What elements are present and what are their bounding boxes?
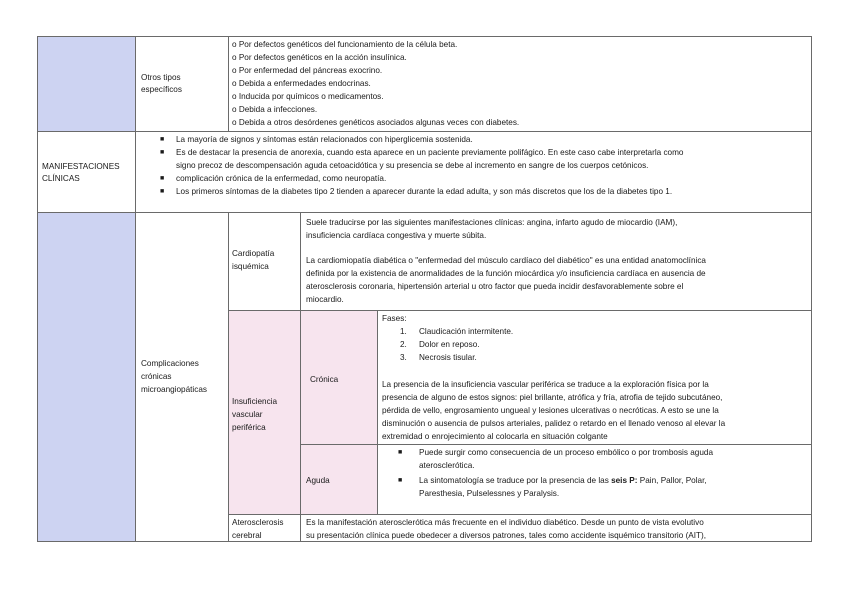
cronica-p-line4: disminución o ausencia de pulsos arteriales, palidez o retardo en el llenado venoso al elevar la: [382, 419, 726, 428]
cardiopatia-label-cell: [229, 212, 301, 310]
complicaciones-label-line1: Complicaciones: [141, 359, 199, 368]
manifestaciones-b4: Los primeros síntomas de la diabetes tipo 2 tienden a aparecer durante la edad adulta, y son más discretos que los de la diabetes tipo 1.: [176, 187, 673, 196]
complicaciones-label-line3: microangiopáticas: [141, 385, 207, 394]
manifestaciones-b3: complicación crónica de la enfermedad, como neuropatía.: [176, 174, 387, 183]
aguda-b2-suffix: Pain, Pallor, Polar,: [637, 476, 707, 485]
insuficiencia-label-line2: vascular: [232, 410, 263, 419]
cronica-label-cell: [301, 310, 378, 444]
otros-item: o Debida a enfermedades endocrinas.: [232, 79, 371, 88]
bullet-icon: ■: [398, 449, 403, 456]
otros-item: o Debida a infecciones.: [232, 105, 318, 114]
otros-items-cell: [229, 36, 812, 131]
bullet-icon: ■: [160, 188, 165, 195]
otros-label-line1: Otros tipos: [141, 73, 181, 82]
cronica-p-line3: pérdida de vello, engrosamiento ungueal y lesiones ulcerativas o necróticas. A esto se une la: [382, 406, 719, 415]
bullet-icon: ■: [398, 477, 403, 484]
cronica-p-line1: La presencia de la insuficiencia vascular periférica se traduce a la exploración física por la: [382, 380, 709, 389]
cardiopatia-label-line1: Cardiopatía: [232, 249, 275, 258]
bullet-icon: ■: [160, 136, 165, 143]
manifestaciones-b2-line1: Es de destacar la presencia de anorexia, cuando esta aparece en un paciente previamente polifágico. En este caso cabe interpretarla como: [176, 148, 684, 157]
aterosclerosis-label-line2: cerebral: [232, 531, 262, 540]
aguda-b2-line2: Paresthesia, Pulselessnes y Paralysis.: [419, 489, 560, 498]
category-cell-empty: [37, 36, 136, 131]
insuficiencia-label-line3: periférica: [232, 423, 266, 432]
fase-number: 1.: [400, 327, 407, 336]
aguda-label: Aguda: [306, 476, 330, 485]
cronica-label: Crónica: [310, 375, 339, 384]
fase-item: Claudicación intermitente.: [419, 327, 514, 336]
cronica-fases: Fases:: [382, 314, 407, 323]
aterosclerosis-line2: su presentación clínica puede obedecer a diversos patrones, tales como accidente isquémico transitorio (AIT),: [306, 531, 707, 540]
bullet-icon: ■: [160, 149, 165, 156]
otros-item: o Inducida por químicos o medicamentos.: [232, 92, 384, 101]
fase-item: Dolor en reposo.: [419, 340, 480, 349]
fase-number: 3.: [400, 353, 407, 362]
aguda-content-cell: [378, 444, 812, 514]
manifestaciones-label-line2: CLÍNICAS: [42, 174, 80, 183]
cronica-p-line2: presencia de alguno de estos signos: piel brillante, atrófica y fría, atrofia de tejido subcutáneo,: [382, 393, 723, 402]
aguda-label-cell: [301, 444, 378, 514]
aguda-b2-prefix: La sintomatología se traduce por la presencia de las: [419, 476, 612, 485]
cardiopatia-p1-line1: Suele traducirse por las siguientes manifestaciones clínicas: angina, infarto agudo de miocardio (IAM),: [306, 218, 678, 227]
cardiopatia-p2-line3: aterosclerosis coronaria, hipertensión arterial u otro factor que pueda incidir desfavorablemente sobre el: [306, 282, 684, 291]
otros-item: o Por enfermedad del páncreas exocrino.: [232, 66, 383, 75]
fase-item: Necrosis tisular.: [419, 353, 477, 362]
otros-label-line2: específicos: [141, 85, 182, 94]
manifestaciones-label-cell: [37, 131, 136, 212]
aterosclerosis-line1: Es la manifestación aterosclerótica más frecuente en el individuo diabético. Desde un punto de vista evolutivo: [306, 518, 704, 527]
manifestaciones-b1: La mayoría de signos y síntomas están relacionados con hiperglicemia sostenida.: [176, 135, 473, 144]
aguda-b2-line1: [419, 475, 707, 487]
aterosclerosis-content-cell: [301, 514, 812, 542]
complicaciones-label-cell: [136, 212, 229, 542]
cardiopatia-content-cell: [301, 212, 812, 310]
cardiopatia-p2-line4: miocardio.: [306, 295, 344, 304]
otros-item: o Por defectos genéticos en la acción insulínica.: [232, 53, 407, 62]
insuficiencia-label-line1: Insuficiencia: [232, 397, 278, 406]
aguda-b2-bold: seis P:: [611, 476, 638, 485]
manifestaciones-content-cell: [136, 131, 812, 212]
otros-item: o Por defectos genéticos del funcionamiento de la célula beta.: [232, 40, 458, 49]
cardiopatia-p2-line2: definida por la existencia de anormalidades de la función miocárdica y/o insuficiencia cardíaca en ausencia de: [306, 269, 706, 278]
aguda-b1-line2: aterosclerótica.: [419, 461, 475, 470]
bullet-icon: ■: [160, 175, 165, 182]
manifestaciones-b2-line2: signo precoz de descompensación aguda cetoacidótica y su presencia se debe al incremento en sangre de los cuerpos cetónicos.: [176, 161, 649, 170]
aterosclerosis-label-cell: [229, 514, 301, 542]
aterosclerosis-label-line1: Aterosclerosis: [232, 518, 284, 527]
otros-label-cell: [136, 36, 229, 131]
category-cell-empty: [37, 212, 136, 542]
fase-number: 2.: [400, 340, 407, 349]
cardiopatia-label-line2: isquémica: [232, 262, 269, 271]
otros-item: o Debida a otros desórdenes genéticos asociados algunas veces con diabetes.: [232, 118, 520, 127]
cardiopatia-p1-line2: insuficiencia cardíaca congestiva y muerte súbita.: [306, 231, 487, 240]
complicaciones-label-line2: crónicas: [141, 372, 172, 381]
cronica-p-line5: extremidad o enrojecimiento al colocarla en situación colgante: [382, 432, 608, 441]
manifestaciones-label-line1: MANIFESTACIONES: [42, 162, 120, 171]
cardiopatia-p2-line1: La cardiomiopatía diabética o "enfermedad del músculo cardíaco del diabético" es una entidad anatomoclínica: [306, 256, 706, 265]
cronica-content-cell: [378, 310, 812, 444]
insuficiencia-label-cell: [229, 310, 301, 514]
aguda-b1-line1: Puede surgir como consecuencia de un proceso embólico o por trombosis aguda: [419, 448, 714, 457]
